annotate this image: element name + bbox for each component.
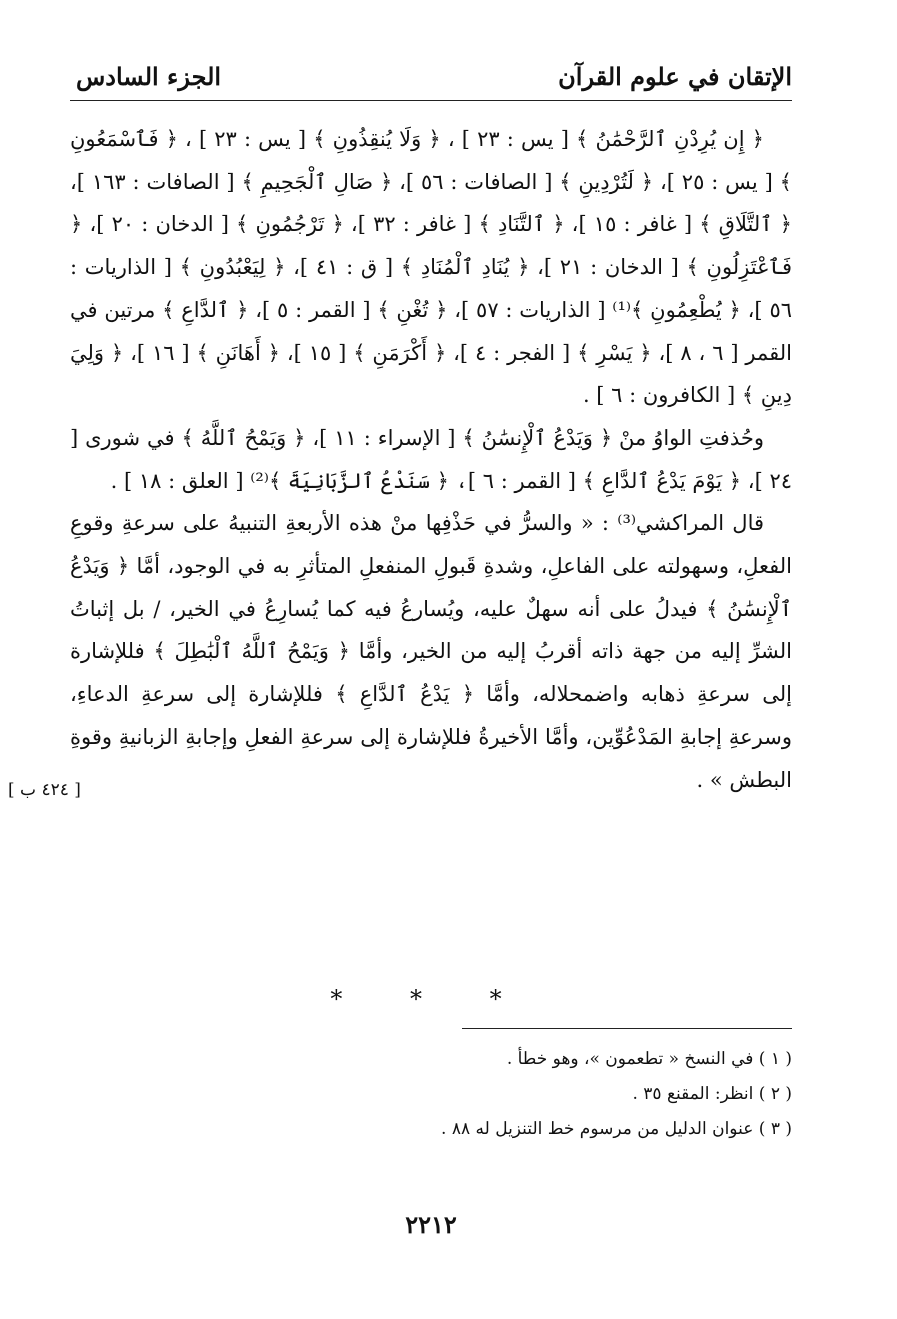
footnote-3: ( ٣ ) عنوان الدليل من مرسوم خط التنزيل له ٨٨ . [441,1119,792,1139]
paragraph-marrakushi-quote: قال المراكشي⁽³⁾ : « والسرُّ في حَذْفِها منْ هذه الأربعةِ التنبيهُ على سرعةِ وقوعِ الفعلِ، وسهولته على الفاعلِ، وشدةِ قَبولِ المنفعلِ المتأثرِ به في الوجود، أمَّا ﴿ وَيَدْعُ ٱلْإِنسَٰنُ ﴾ فيدلُ على أنه سهلٌ عليه، ويُسارعُ فيه كما يُسارِعُ في الخير، / بل إثباتُ الشرِّ إليه من جهة ذاته أقربُ إليه من الخير، وأمَّا ﴿ وَيَمْحُ ٱللَّهُ ٱلْبَٰطِلَ ﴾ فللإشارة إلى سرعةِ ذهابه واضمحلاله، وأمَّا ﴿ يَدْعُ ٱلدَّاعِ ﴾ فللإشارة إلى سرعةِ الدعاءِ، وسرعةِ إجابةِ المَدْعُوِّين، وأمَّا الأخيرةُ فللإشارة إلى سرعةِ الفعلِ وإجابةِ الزبانيةِ وقوةِ البطش » . [70,511,792,792]
footnote-divider [462,1028,792,1029]
part-label: الجزء السادس [76,62,222,91]
paragraph-waw-omission: وحُذفتِ الواوُ منْ ﴿ وَيَدْعُ ٱلْإِنسَٰنُ ﴾ [ الإسراء : ١١ ]، ﴿ وَيَمْحُ ٱللَّهُ ﴾ في شورى [ ٢٤ ]، ﴿ يَوْمَ يَدْعُ ٱلدَّاعِ ﴾ [ القمر : ٦ ]، ﴿ سَنَدْعُ ٱلزَّبَانِيَةَ ﴾⁽²⁾ [ العلق : ١٨ ] . [70,425,792,493]
footnote-2: ( ٢ ) انظر: المقنع ٣٥ . [632,1084,792,1104]
footnotes [70,1042,792,1147]
running-header [70,58,792,101]
book-title: الإتقان في علوم القرآن [558,62,792,91]
footnote-1: ( ١ ) في النسخ « تطعمون »، وهو خطأ . [506,1049,792,1069]
paragraph-verses-list: ﴿ إِن يُرِدْنِ ٱلرَّحْمَٰنُ ﴾ [ يس : ٢٣ ] ، ﴿ وَلَا يُنقِذُونِ ﴾ [ يس : ٢٣ ] ، ﴿ فَٱسْمَعُونِ ﴾ [ يس : ٢٥ ]، ﴿ لَتُرْدِينِ ﴾ [ الصافات : ٥٦ ]، ﴿ صَالِ ٱلْجَحِيمِ ﴾ [ الصافات : ١٦٣ ]، ﴿ ٱلتَّلَاقِ ﴾ [ غافر : ١٥ ]، ﴿ ٱلتَّنَادِ ﴾ [ غافر : ٣٢ ]، ﴿ تَرْجُمُونِ ﴾ [ الدخان : ٢٠ ]، ﴿ فَٱعْتَزِلُونِ ﴾ [ الدخان : ٢١ ]، ﴿ يُنَادِ ٱلْمُنَادِ ﴾ [ ق : ٤١ ]، ﴿ لِيَعْبُدُونِ ﴾ [ الذاريات : ٥٦ ]، ﴿ يُطْعِمُونِ ﴾⁽¹⁾ [ الذاريات : ٥٧ ]، ﴿ تُغْنِ ﴾ [ القمر : ٥ ]، ﴿ ٱلدَّاعِ ﴾ مرتين في القمر [ ٦ ، ٨ ]، ﴿ يَسْرِ ﴾ [ الفجر : ٤ ]، ﴿ أَكْرَمَنِ ﴾ [ ١٥ ]، ﴿ أَهَانَنِ ﴾ [ ١٦ ]، ﴿ وَلِيَ دِينِ ﴾ [ الكافرون : ٦ ] . [70,127,793,408]
manuscript-folio-marker: [ ٤٢٤ ب ] [8,780,81,800]
page-number: ٢٢١٢ [405,1210,457,1239]
main-text [70,118,792,801]
section-separator: * * * [330,985,532,1013]
book-page [8,50,793,1280]
